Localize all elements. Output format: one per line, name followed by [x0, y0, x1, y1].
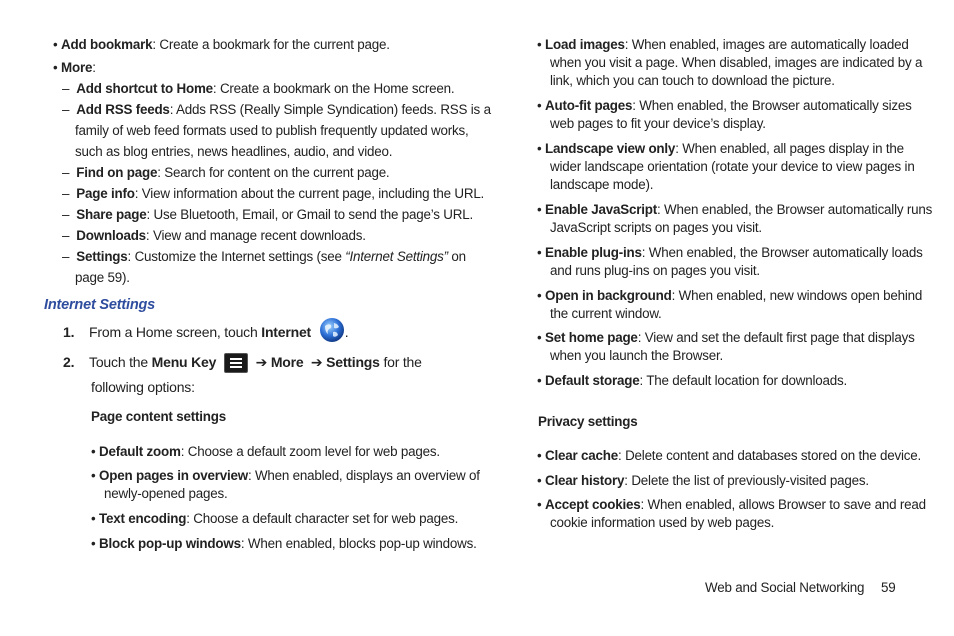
page-content-item: • Default zoom: Choose a default zoom level for web pages. [91, 444, 440, 459]
privacy-item: • Clear history: Delete the list of previously-visited pages. [537, 473, 869, 488]
more-item: – Share page: Use Bluetooth, Email, or Gmail to send the page’s URL. [62, 207, 473, 222]
privacy-line: cookie information used by web pages. [550, 515, 775, 530]
subsection-title: Page content settings [91, 409, 226, 424]
step-1: 1. From a Home screen, touch Internet . [63, 323, 348, 343]
more-item-line: such as blog entries, news headlines, audio, and video. [75, 144, 393, 159]
setting-line: web pages to fit your device’s display. [550, 116, 766, 131]
privacy-item: • Clear cache: Delete content and databases stored on the device. [537, 448, 922, 463]
subsection-title: Privacy settings [538, 414, 638, 429]
setting-line: wider landscape orientation (rotate your device to view pages in [550, 159, 915, 174]
setting-line: when you launch the Browser. [550, 348, 724, 363]
setting-item: • Auto-fit pages: When enabled, the Browser automatically sizes [537, 98, 912, 113]
page-number: 59 [881, 580, 896, 595]
bullet-more: • More: [53, 60, 96, 75]
setting-line: link, which you can touch to download the picture. [550, 73, 835, 88]
page-content-item: • Block pop-up windows: When enabled, blocks pop-up windows. [91, 536, 477, 551]
setting-item: • Set home page: View and set the default first page that displays [537, 330, 915, 345]
more-item: – Downloads: View and manage recent downloads. [62, 228, 366, 243]
privacy-item: • Accept cookies: When enabled, allows Browser to save and read [537, 497, 926, 512]
page-content-line: newly-opened pages. [104, 486, 228, 501]
page-content-item: • Text encoding: Choose a default character set for web pages. [91, 511, 459, 526]
more-item-line: family of web feed formats used to publish frequently updated works, [75, 123, 469, 138]
setting-line: the current window. [550, 306, 662, 321]
setting-item: • Landscape view only: When enabled, all pages display in the [537, 141, 904, 156]
setting-line: landscape mode). [550, 177, 654, 192]
setting-line: JavaScript scripts on pages you visit. [550, 220, 762, 235]
step-2-line: following options: [91, 379, 195, 395]
more-item: – Add RSS feeds: Adds RSS (Really Simple Syndication) feeds. RSS is a [62, 102, 491, 117]
globe-icon [319, 317, 345, 343]
setting-item: • Open in background: When enabled, new windows open behind [537, 288, 923, 303]
setting-item: • Enable plug-ins: When enabled, the Browser automatically loads [537, 245, 923, 260]
section-title: Internet Settings [44, 297, 155, 313]
more-item: – Add shortcut to Home: Create a bookmark on the Home screen. [62, 81, 455, 96]
footer-section: Web and Social Networking [705, 580, 865, 595]
menu-key-icon [224, 353, 248, 373]
more-item-line: page 59). [75, 270, 130, 285]
page-content-item: • Open pages in overview: When enabled, displays an overview of [91, 468, 480, 483]
more-item: – Settings: Customize the Internet settings (see “Internet Settings” on [62, 249, 466, 264]
setting-line: and runs plug-ins on pages you visit. [550, 263, 760, 278]
more-item: – Page info: View information about the current page, including the URL. [62, 186, 485, 201]
bullet-add-bookmark: • Add bookmark: Create a bookmark for the current page. [53, 37, 390, 52]
step-2: 2. Touch the Menu Key ➔ More ➔ Settings for the [63, 353, 422, 373]
setting-item: • Enable JavaScript: When enabled, the Browser automatically runs [537, 202, 933, 217]
setting-line: when you visit a page. When disabled, images are indicated by a [550, 55, 923, 70]
setting-item: • Load images: When enabled, images are automatically loaded [537, 37, 909, 52]
setting-item: • Default storage: The default location for downloads. [537, 373, 848, 388]
more-item: – Find on page: Search for content on the current page. [62, 165, 390, 180]
